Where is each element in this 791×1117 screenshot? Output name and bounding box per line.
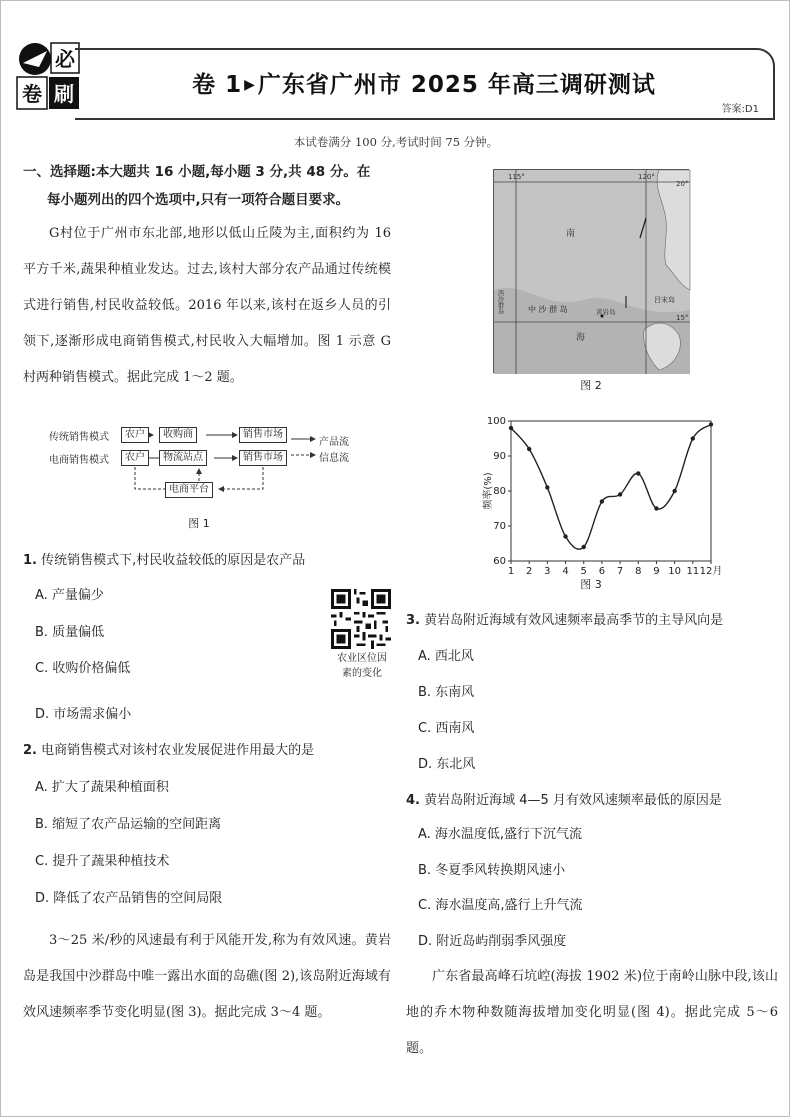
box-farmer-ecommerce: 农户	[121, 450, 149, 466]
qr-caption	[327, 651, 397, 681]
data-point-7	[618, 492, 622, 496]
data-point-8	[636, 471, 640, 475]
row1-label: 传统销售模式	[49, 432, 109, 443]
qr-caption-line2: 素的变化	[342, 668, 382, 679]
x-tick-label-10: 10	[668, 566, 682, 577]
series-line	[511, 425, 711, 550]
q3-option-c[interactable]: C. 西南风	[418, 721, 475, 736]
passage-wind-speed: 3～25 米/秒的风速最有利于风能开发,称为有效风速。黄岩岛是我国中沙群岛中唯一露出水面的岛礁(图 2),该岛附近海域有效风速频率季节变化明显(图 3)。据此完成 3～4 题。	[23, 933, 391, 1020]
q4-option-c[interactable]: C. 海水温度高,盛行上升气流	[418, 898, 583, 913]
x-tick-label-12: 12月	[699, 566, 723, 577]
question-4	[406, 790, 781, 812]
q2-number: 2.	[23, 743, 37, 758]
q1-option-b[interactable]: B. 质量偏低	[35, 625, 105, 640]
y-tick-label-100: 100	[486, 416, 506, 427]
box-logistics: 物流站点	[159, 450, 207, 466]
box-market-ecommerce: 销售市场	[239, 450, 287, 466]
q4-option-a[interactable]: A. 海水温度低,盛行下沉气流	[418, 827, 583, 842]
box-platform: 电商平台	[165, 482, 213, 498]
x-tick-label-4: 4	[562, 566, 569, 577]
legend-info-flow: 信息流	[319, 453, 349, 464]
x-tick-label-9: 9	[653, 566, 660, 577]
q1-option-c[interactable]: C. 收购价格偏低	[35, 661, 131, 676]
legend-product-flow: 产品流	[319, 437, 349, 448]
data-point-12	[709, 422, 713, 426]
data-point-10	[672, 489, 676, 493]
page-header	[17, 41, 775, 123]
q3-option-d[interactable]: D. 东北风	[418, 757, 476, 772]
qr-code-icon[interactable]	[331, 589, 391, 649]
map-lon-120: 120°	[638, 173, 655, 181]
figure3-caption: 图 3	[580, 578, 602, 591]
answer-reference: 答案:D1	[721, 104, 759, 115]
q2-stem: 电商销售模式对该村农业发展促进作用最大的是	[41, 743, 315, 758]
q2-option-b[interactable]: B. 缩短了农产品运输的空间距离	[35, 817, 222, 832]
q4-number: 4.	[406, 793, 420, 808]
map-graphic	[494, 170, 690, 374]
section-heading-line1: 一、选择题:本大题共 16 小题,每小题 3 分,共 48 分。在	[23, 164, 371, 180]
data-point-6	[600, 499, 604, 503]
box-farmer-traditional: 农户	[121, 427, 149, 443]
q2-option-c[interactable]: C. 提升了蔬果种植技术	[35, 854, 170, 869]
data-point-9	[654, 506, 658, 510]
y-axis-label: 频率(%)	[483, 472, 494, 510]
title-main: 广东省广州市 2025 年高三调研测试	[257, 72, 656, 98]
x-tick-label-7: 7	[616, 566, 624, 577]
map-lat-15: 15°	[676, 314, 689, 322]
q4-stem: 黄岩岛附近海域 4—5 月有效风速频率最低的原因是	[424, 793, 722, 808]
logo-char-bi: 必	[55, 47, 75, 71]
question-1	[23, 550, 383, 572]
q4-option-d[interactable]: D. 附近岛屿削弱季风强度	[418, 934, 567, 949]
exam-subtitle: 本试卷满分 100 分,考试时间 75 分钟。	[293, 135, 499, 149]
x-tick-label-3: 3	[544, 566, 551, 577]
logo-char-shua: 刷	[54, 82, 74, 106]
x-tick-label-1: 1	[507, 566, 515, 577]
q3-option-b[interactable]: B. 东南风	[418, 685, 475, 700]
logo-char-juan: 卷	[22, 82, 42, 106]
chart-frame	[511, 421, 711, 561]
passage-g-village: G村位于广州市东北部,地形以低山丘陵为主,面积约为 16 平方千米,蔬果种植业发达。过去,该村大部分农产品通过传统模式进行销售,村民收益较低。2016 年以来,该村在返乡人员的引领下,逐渐形成电商销售模式,村民收入大幅增加。图 1 示意 G 村两种销售模式。据此完成 1～2 题。	[23, 226, 391, 385]
x-tick-label-11: 11	[686, 566, 700, 577]
map-label-nan: 南	[566, 229, 576, 239]
y-tick-label-80: 80	[493, 486, 506, 497]
figure2-caption: 图 2	[580, 379, 602, 392]
figure3-line-chart	[477, 409, 723, 584]
y-tick-label-90: 90	[493, 451, 506, 462]
title-prefix: 卷 1	[192, 72, 243, 98]
q2-option-a[interactable]: A. 扩大了蔬果种植面积	[35, 780, 169, 795]
q3-stem: 黄岩岛附近海域有效风速频率最高季节的主导风向是	[424, 613, 724, 628]
data-point-3	[545, 485, 549, 489]
data-point-1	[509, 426, 513, 430]
x-tick-label-2: 2	[525, 566, 533, 577]
data-point-4	[563, 534, 567, 538]
data-point-11	[691, 436, 695, 440]
data-point-5	[582, 545, 586, 549]
q1-stem: 传统销售模式下,村民收益较低的原因是农产品	[41, 553, 306, 568]
q3-number: 3.	[406, 613, 420, 628]
page-title	[75, 66, 773, 99]
y-tick-label-70: 70	[493, 521, 506, 532]
q1-option-a[interactable]: A. 产量偏少	[35, 588, 104, 603]
row2-label: 电商销售模式	[49, 455, 109, 466]
x-tick-label-5: 5	[580, 566, 587, 577]
figure1-caption: 图 1	[188, 517, 210, 530]
x-tick-label-6: 6	[598, 566, 606, 577]
passage-mountain: 广东省最高峰石坑崆(海拔 1902 米)位于南岭山脉中段,该山地的乔木物种数随海拔增加变化明显(图 4)。据此完成 5～6 题。	[406, 969, 778, 1056]
map-lon-115: 115°	[508, 173, 525, 181]
map-lat-20: 20°	[676, 180, 689, 188]
map-label-huangyan: 黄岩岛	[596, 308, 616, 316]
map-label-hai: 海	[576, 333, 586, 343]
question-3	[406, 610, 781, 632]
q1-number: 1.	[23, 553, 37, 568]
left-column	[23, 158, 391, 396]
q4-option-b[interactable]: B. 冬夏季风转换期风速小	[418, 863, 566, 878]
question-2	[23, 740, 383, 762]
figure2-map	[493, 169, 689, 373]
title-frame	[75, 48, 775, 120]
data-point-2	[527, 447, 531, 451]
section-heading-line2: 每小题列出的四个选项中,只有一项符合题目要求。	[47, 192, 350, 208]
map-label-xisha: 西沙群岛	[496, 290, 504, 314]
q2-option-d[interactable]: D. 降低了农产品销售的空间局限	[35, 891, 223, 906]
x-tick-label-8: 8	[635, 566, 642, 577]
box-buyer: 收购商	[159, 427, 197, 443]
map-label-zhongsha: 中 沙 群 岛	[528, 305, 568, 314]
box-market-traditional: 销售市场	[239, 427, 287, 443]
qr-caption-line1: 农业区位因	[337, 653, 387, 664]
q1-option-d[interactable]: D. 市场需求偏小	[35, 707, 132, 722]
map-label-luzon: 吕宋岛	[654, 296, 675, 304]
y-tick-label-60: 60	[493, 556, 506, 567]
figure1-flow-diagram	[49, 425, 369, 535]
title-arrow-icon: ▶	[244, 77, 256, 93]
q3-option-a[interactable]: A. 西北风	[418, 649, 474, 664]
brand-logo	[17, 41, 79, 111]
